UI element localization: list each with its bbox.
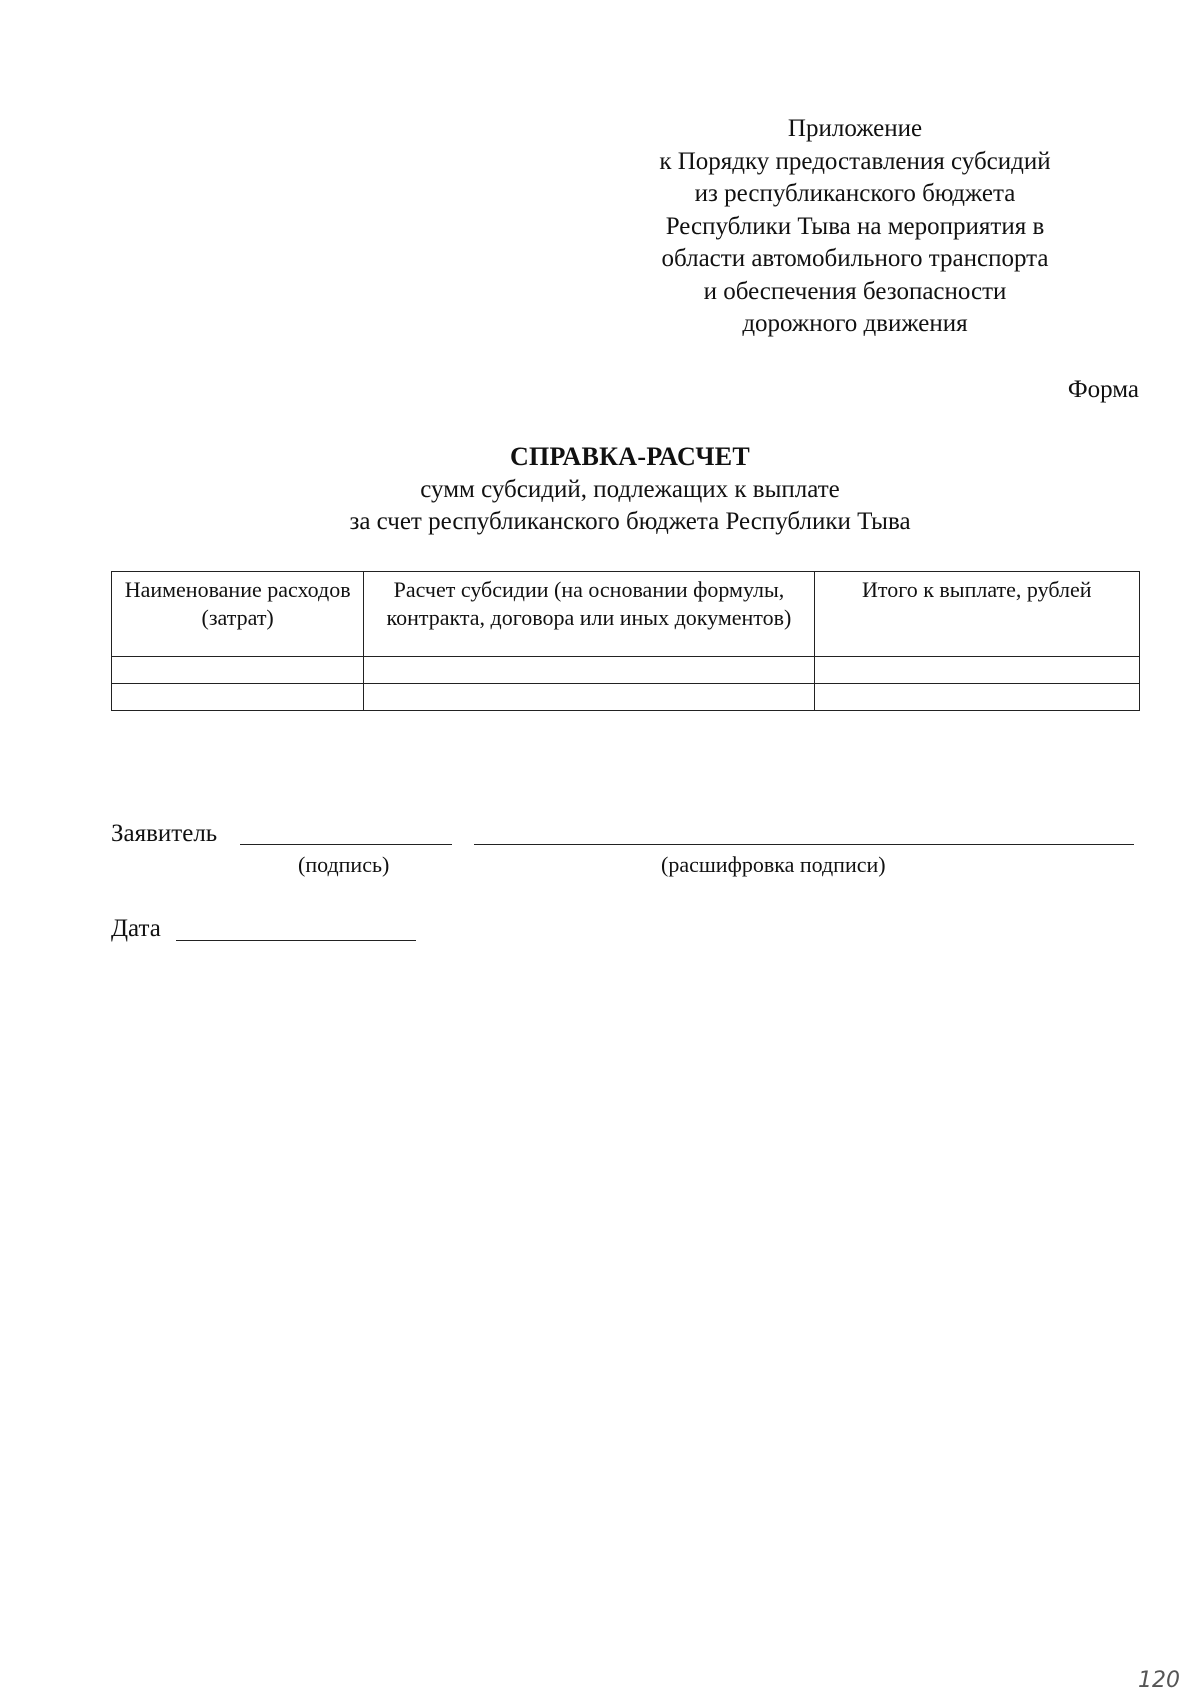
calculation-table (111, 571, 1140, 711)
table-cell[interactable] (364, 684, 814, 711)
table-row (112, 684, 1140, 711)
signature-decoding-line[interactable] (474, 822, 1134, 845)
table-header-expenses: Наименование расходов (затрат) (112, 572, 364, 657)
date-line[interactable] (176, 918, 416, 941)
appendix-line: дорожного движения (742, 310, 968, 337)
document-subtitle-line: сумм субсидий, подлежащих к выплате (420, 476, 840, 503)
appendix-line: Республики Тыва на мероприятия в (665, 212, 1045, 240)
appendix-line: из республиканского бюджета (694, 180, 1016, 207)
appendix-header (590, 113, 1120, 341)
appendix-line: и обеспечения безопасности (703, 277, 1007, 305)
table-cell[interactable] (814, 684, 1139, 711)
table-header-calculation: Расчет субсидии (на основании формулы, контракта, договора или иных документов) (364, 572, 814, 657)
applicant-label: Заявитель (111, 820, 218, 847)
appendix-line: Приложение (787, 115, 923, 142)
signature-line[interactable] (240, 822, 452, 845)
appendix-line: области автомобильного транспорта (661, 245, 1049, 272)
table-cell[interactable] (814, 657, 1139, 684)
table-cell[interactable] (112, 684, 364, 711)
signature-caption: (подпись) (298, 852, 390, 877)
form-label: Форма (1067, 376, 1139, 403)
document-subtitle-line: за счет республиканского бюджета Республики Тыва (349, 508, 911, 535)
appendix-line: к Порядку предоставления субсидий (659, 147, 1051, 175)
page-number: 120 (1138, 1668, 1180, 1693)
title-block (110, 440, 1150, 538)
table-header-total: Итого к выплате, рублей (814, 572, 1139, 657)
table-header-row (112, 572, 1140, 657)
table-cell[interactable] (112, 657, 364, 684)
document-title: СПРАВКА-РАСЧЕТ (509, 442, 751, 471)
table-row (112, 657, 1140, 684)
date-label: Дата (111, 915, 161, 942)
table-cell[interactable] (364, 657, 814, 684)
decoding-caption: (расшифровка подписи) (661, 852, 886, 877)
